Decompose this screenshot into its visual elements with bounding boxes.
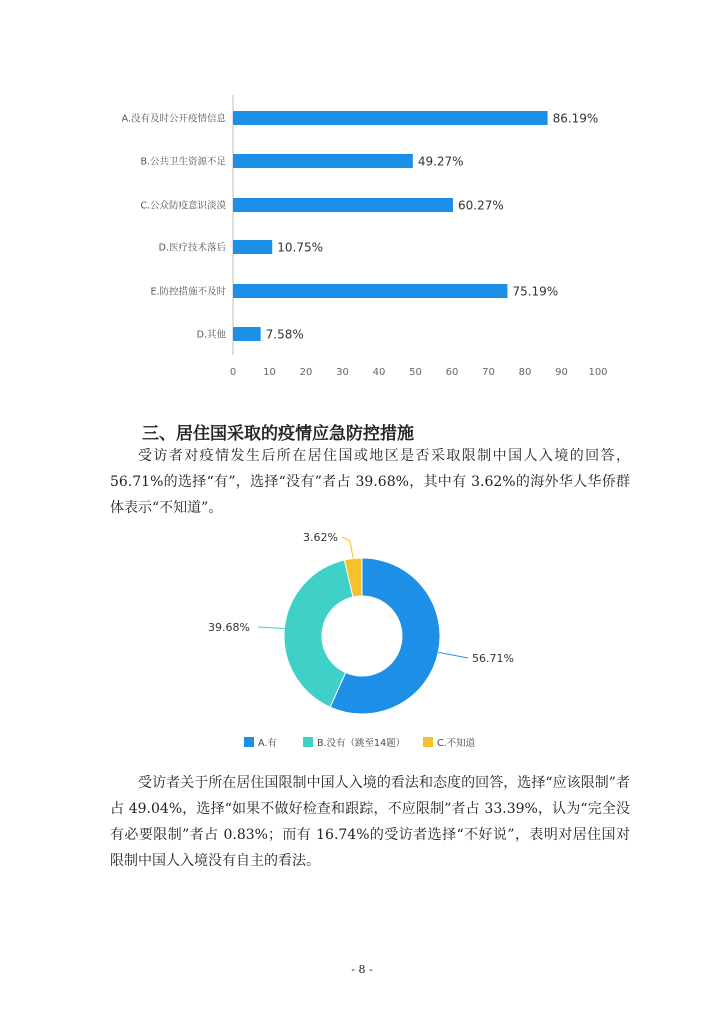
paragraph-2: 受访者关于所在居住国限制中国人入境的看法和态度的回答，选择“应该限制”者占 49.04%，选择“如果不做好检查和跟踪，不应限制”者占 33.39%，认为“完全没有必要限制”者占 0.83%；而有 16.74%的受访者选择“不好说”，表明对居住国对限制中国人入境没有自主的看法。 [110,775,630,869]
legend-swatch [244,737,254,747]
slice-value-label: 39.68% [208,621,250,634]
x-tick-label: 90 [555,367,568,378]
x-tick-label: 70 [482,367,495,378]
paragraph-1: 受访者对疫情发生后所在居住国或地区是否采取限制中国人入境的回答，56.71%的选择“有”，选择“没有”者占 39.68%，其中有 3.62%的海外华人华侨群体表示“不知道”。 [110,448,630,516]
bar-value-label: 60.27% [457,198,504,213]
legend-label: B.没有（跳至14题） [317,738,406,749]
legend-label: C.不知道 [437,738,476,749]
bar-value-label: 49.27% [417,154,464,169]
leader-line [438,652,468,658]
category-label: D.医疗技术落后 [158,242,226,254]
legend-swatch [423,737,433,747]
slice-value-label: 3.62% [303,531,338,544]
slice-value-label: 56.71% [472,652,514,665]
x-tick-label: 20 [299,367,313,378]
x-tick-label: 100 [588,367,608,378]
page-number: - 8 - [351,963,373,976]
x-tick-label: 0 [229,367,237,378]
legend-label: A.有 [258,738,277,749]
x-tick-label: 80 [518,367,532,378]
x-tick-label: 40 [372,367,386,378]
category-label: D.其他 [196,329,226,341]
category-label: C.公众防疫意识淡漠 [140,200,226,212]
section-title: 三、居住国采取的疫情应急防控措施 [142,424,414,444]
x-tick-label: 60 [445,367,459,378]
legend-swatch [303,737,313,747]
category-label: A.没有及时公开疫情信息 [121,113,226,125]
bar-value-label: 75.19% [512,284,559,299]
leader-line [258,627,284,628]
category-label: B.公共卫生资源不足 [140,156,226,168]
leader-line [342,537,353,559]
bar-value-label: 86.19% [552,111,599,126]
x-tick-label: 10 [263,367,276,378]
category-label: E.防控措施不及时 [150,286,226,298]
x-tick-label: 50 [409,367,422,378]
x-tick-label: 30 [336,367,349,378]
bar-value-label: 10.75% [277,240,324,255]
bar-value-label: 7.58% [265,327,304,342]
